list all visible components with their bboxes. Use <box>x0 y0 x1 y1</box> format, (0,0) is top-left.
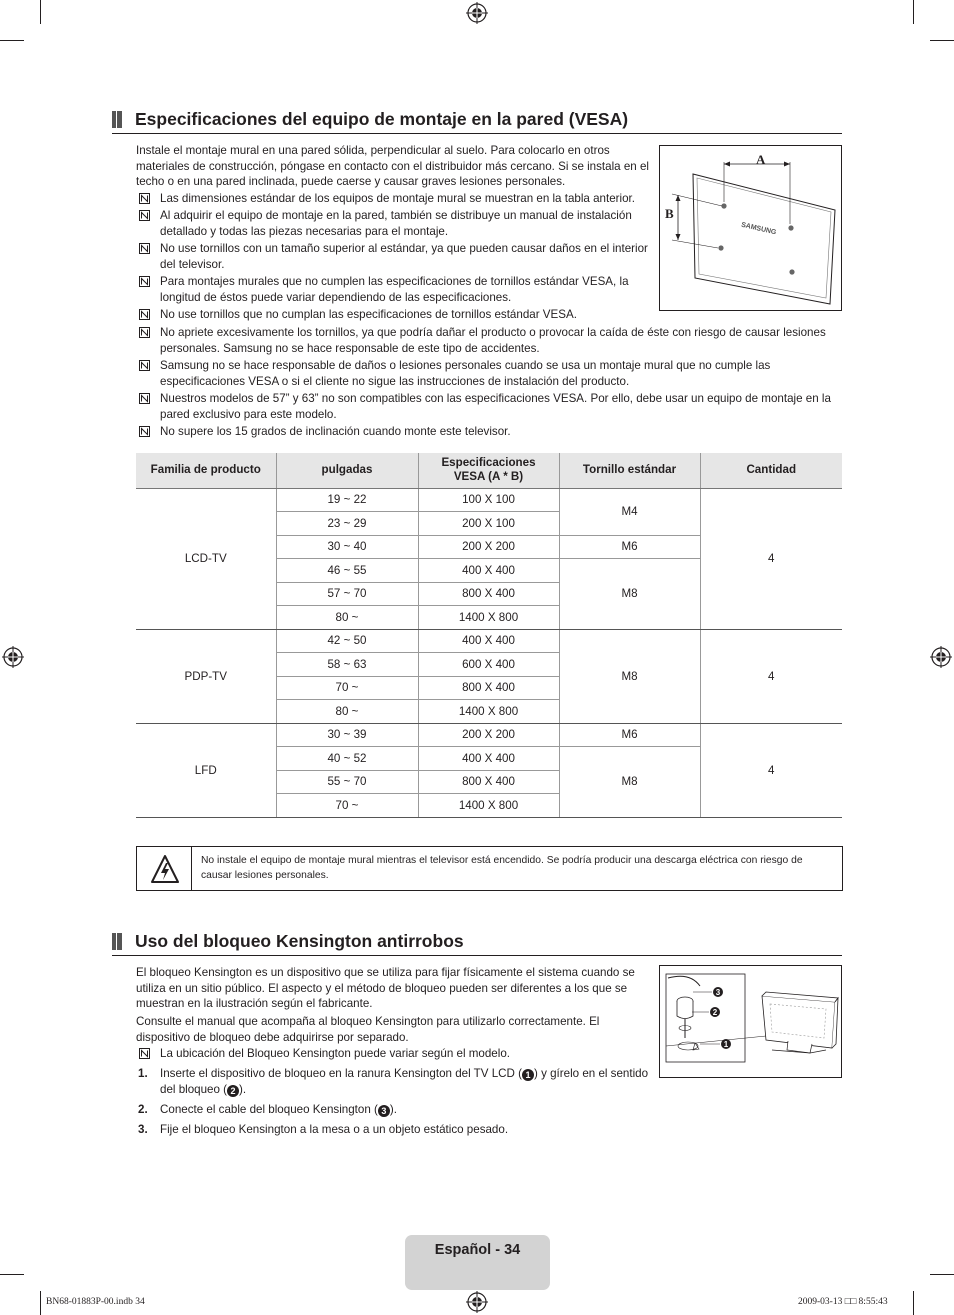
note-item <box>136 358 836 389</box>
note-icon <box>139 360 150 371</box>
note-text: Al adquirir el equipo de montaje en la pared, también se distribuye un manual de instalación detallado y todas las piezas necesarias para el montaje. <box>160 209 632 238</box>
page-number-tab <box>405 1235 550 1290</box>
section-bullet-icon <box>112 933 122 950</box>
note-text: No use tornillos que no cumplan las especificaciones de tornillos estándar VESA. <box>160 308 577 321</box>
note-text: Para montajes murales que no cumplen las especificaciones de tornillos estándar VESA, la longitud de éstos puede variar dependiendo de las especificaciones. <box>160 275 629 304</box>
warning-text: No instale el equipo de montaje mural mientras el televisor está encendido. Se podría producir una descarga eléctrica con riesgo de causar lesiones personales. <box>201 855 803 881</box>
note-icon <box>139 193 150 204</box>
screw-cell: M6 <box>559 723 700 747</box>
step-text: ) y gírelo en el sentido del bloqueo ( <box>160 1067 649 1096</box>
vesa-cell: 1400 X 800 <box>418 606 559 630</box>
vesa-cell: 100 X 100 <box>418 488 559 512</box>
note-item <box>136 424 836 440</box>
family-cell: LCD-TV <box>136 488 276 629</box>
note-text: Las dimensiones estándar de los equipos de montaje mural se muestran en la tabla anterior. <box>160 192 635 205</box>
fig-callout-3: 3 <box>715 988 721 997</box>
section-title: Especificaciones del equipo de montaje en la pared (VESA) <box>135 109 629 129</box>
header-vesa-text: Especificaciones VESA (A * B) <box>441 456 536 484</box>
step-number: 1. <box>138 1067 148 1080</box>
vesa-cell: 800 X 400 <box>418 676 559 700</box>
screw-cell: M8 <box>559 629 700 723</box>
header-vesa <box>418 453 559 488</box>
footer-date: 2009-03-13 □□ 8:55:43 <box>798 1297 888 1307</box>
header-screw: Tornillo estándar <box>559 453 700 488</box>
step-text: Conecte el cable del bloqueo Kensington ( <box>160 1103 378 1116</box>
callout-1-icon: 1 <box>522 1069 534 1081</box>
step-text: ). <box>239 1082 247 1096</box>
section-bullet-icon <box>112 111 122 128</box>
kensington-illustration <box>660 966 841 1077</box>
fig-callout-2: 2 <box>712 1008 718 1017</box>
header-family: Familia de producto <box>136 453 276 488</box>
registration-mark-icon <box>2 646 24 668</box>
inches-cell: 30 ~ 40 <box>276 535 418 559</box>
note-text: Samsung no se hace responsable de daños o lesiones personales cuando se usa un montaje mural que no cumple las especificaciones VESA o si el cliente no sigue las instrucciones de instalación del producto. <box>160 359 771 388</box>
warning-separator <box>191 847 192 890</box>
note-item <box>136 208 651 239</box>
footer-file: BN68-01883P-00.indb 34 <box>46 1297 145 1307</box>
step-text: ). <box>389 1103 397 1116</box>
vesa-cell: 400 X 400 <box>418 747 559 771</box>
header-inches: pulgadas <box>276 453 418 488</box>
note-icon <box>139 393 150 404</box>
inches-cell: 80 ~ <box>276 606 418 630</box>
step-text: Fije el bloqueo Kensington a la mesa o a un objeto estático pesado. <box>160 1123 509 1136</box>
vesa-figure <box>659 145 842 311</box>
inches-cell: 58 ~ 63 <box>276 653 418 677</box>
brand-logo: SAMSUNG <box>740 221 777 237</box>
vesa-cell: 1400 X 800 <box>418 700 559 724</box>
note-icon <box>139 276 150 287</box>
vesa-cell: 1400 X 800 <box>418 794 559 818</box>
screw-cell: M8 <box>559 559 700 630</box>
inches-cell: 42 ~ 50 <box>276 629 418 653</box>
inches-cell: 19 ~ 22 <box>276 488 418 512</box>
step-number: 2. <box>138 1103 148 1116</box>
dimension-a-label: A <box>756 152 766 167</box>
kensington-figure <box>659 965 842 1078</box>
note-item <box>136 325 836 356</box>
vesa-cell: 400 X 400 <box>418 629 559 653</box>
kensington-paragraph-1: El bloqueo Kensington es un dispositivo que se utiliza para fijar físicamente el sistema cuando se utiliza en un sitio público. El aspecto y el método de bloqueo pueden ser diferentes a los que se muestran en la ilustración según el fabricante. <box>136 966 635 1011</box>
section-header-vesa <box>112 108 842 134</box>
inches-cell: 80 ~ <box>276 700 418 724</box>
screw-cell: M8 <box>559 747 700 818</box>
inches-cell: 46 ~ 55 <box>276 559 418 583</box>
vesa-cell: 600 X 400 <box>418 653 559 677</box>
table-row <box>136 488 842 512</box>
dimension-b-label: B <box>665 206 674 221</box>
note-icon <box>139 327 150 338</box>
registration-mark-icon <box>930 646 952 668</box>
step-number: 3. <box>138 1123 148 1136</box>
inches-cell: 57 ~ 70 <box>276 582 418 606</box>
qty-cell: 4 <box>700 629 842 723</box>
note-item <box>136 391 836 422</box>
callout-2-icon: 2 <box>227 1085 239 1097</box>
step-3 <box>136 1122 656 1138</box>
registration-mark-icon <box>466 1291 488 1313</box>
electric-shock-warning-icon <box>151 854 179 884</box>
kensington-paragraph-2: Consulte el manual que acompaña al bloqueo Kensington para utilizarlo correctamente. El dispositivo de bloqueo debe adquirirse por separado. <box>136 1015 600 1044</box>
vesa-cell: 800 X 400 <box>418 770 559 794</box>
warning-box <box>136 846 843 891</box>
vesa-cell: 800 X 400 <box>418 582 559 606</box>
note-text: No supere los 15 grados de inclinación cuando monte este televisor. <box>160 425 511 438</box>
registration-mark-icon <box>466 2 488 24</box>
inches-cell: 70 ~ <box>276 794 418 818</box>
section-header-kensington <box>112 930 842 956</box>
note-text: No use tornillos con un tamaño superior al estándar, ya que pueden causar daños en el interior del televisor. <box>160 242 648 271</box>
header-qty: Cantidad <box>700 453 842 488</box>
inches-cell: 40 ~ 52 <box>276 747 418 771</box>
screw-cell: M6 <box>559 535 700 559</box>
table-row <box>136 629 842 653</box>
note-item <box>136 241 651 272</box>
note-icon <box>139 210 150 221</box>
inches-cell: 23 ~ 29 <box>276 512 418 536</box>
note-icon <box>139 1048 150 1059</box>
section-title: Uso del bloqueo Kensington antirrobos <box>135 931 464 951</box>
vesa-table <box>136 453 842 818</box>
step-text: Inserte el dispositivo de bloqueo en la ranura Kensington del TV LCD ( <box>160 1067 522 1080</box>
note-icon <box>139 309 150 320</box>
screw-cell: M4 <box>559 488 700 535</box>
inches-cell: 70 ~ <box>276 676 418 700</box>
note-item <box>136 274 651 305</box>
vesa-cell: 400 X 400 <box>418 559 559 583</box>
callout-3-icon: 3 <box>378 1105 390 1117</box>
qty-cell: 4 <box>700 488 842 629</box>
note-item <box>136 191 651 207</box>
note-text: Nuestros modelos de 57” y 63” no son compatibles con las especificaciones VESA. Por ello, debe usar un equipo de montaje en la pared exclusivo para este modelo. <box>160 392 831 421</box>
step-1 <box>136 1066 656 1097</box>
vesa-cell: 200 X 200 <box>418 723 559 747</box>
note-item <box>136 1046 651 1062</box>
inches-cell: 30 ~ 39 <box>276 723 418 747</box>
table-header-row <box>136 453 842 488</box>
tv-back-illustration <box>660 146 841 310</box>
step-2 <box>136 1102 656 1118</box>
note-text: La ubicación del Bloqueo Kensington puede variar según el modelo. <box>160 1047 510 1060</box>
fig-callout-1: 1 <box>723 1040 729 1049</box>
vesa-cell: 200 X 100 <box>418 512 559 536</box>
note-text: No apriete excesivamente los tornillos, ya que podría dañar el producto o provocar la caída de éste con riesgo de causar lesiones personales. Samsung no se hace responsable de este tipo de accidentes. <box>160 326 826 355</box>
intro-paragraph: Instale el montaje mural en una pared sólida, perpendicular al suelo. Para colocarlo en otros materiales de construcción, póngase en contacto con el distribuidor más cercano. Si se instala en el techo o en una pared inclinada, puede caerse y causar graves lesiones personales. <box>136 144 649 189</box>
inches-cell: 55 ~ 70 <box>276 770 418 794</box>
table-row <box>136 723 842 747</box>
qty-cell: 4 <box>700 723 842 817</box>
page-number: Español - 34 <box>434 1242 521 1258</box>
note-icon <box>139 243 150 254</box>
family-cell: PDP-TV <box>136 629 276 723</box>
vesa-cell: 200 X 200 <box>418 535 559 559</box>
note-icon <box>139 426 150 437</box>
family-cell: LFD <box>136 723 276 817</box>
